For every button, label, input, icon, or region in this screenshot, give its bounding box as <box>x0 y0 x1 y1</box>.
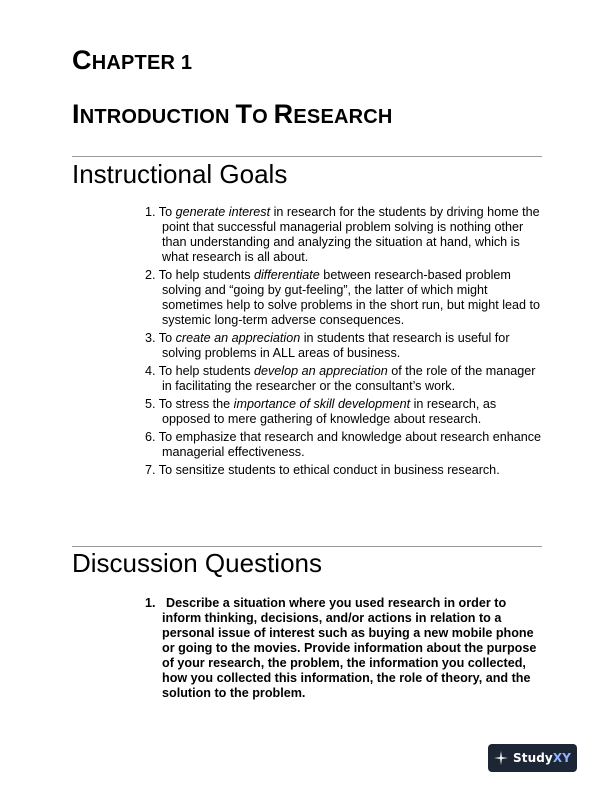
question-number: 1. <box>145 596 156 610</box>
title-word3-rest: ESEARCH <box>293 106 393 128</box>
goal-text: between research-based problem solving and “going by gut-feeling”, the latter of which might sometimes help to solve problems in the short run, but might lead to systemic long-term adverse consequences. <box>162 268 541 327</box>
goal-emphasis: develop an appreciation <box>254 364 388 378</box>
goal-emphasis: importance of skill development <box>233 397 411 411</box>
discussion-questions-heading: Discussion Questions <box>72 548 322 578</box>
goal-item <box>145 463 545 478</box>
goal-text: 2. To help students <box>145 268 254 282</box>
title-word1-initial: I <box>72 99 80 129</box>
goal-text: 6. To emphasize that research and knowledge about research enhance managerial effectiveness. <box>145 430 542 459</box>
section-divider <box>72 156 542 157</box>
goal-item <box>145 205 545 265</box>
goal-emphasis: create an appreciation <box>175 331 301 345</box>
plus-star-icon <box>494 751 508 765</box>
title-word1-rest: NTRODUCTION <box>79 106 230 128</box>
discussion-questions-list <box>145 596 545 701</box>
goal-text: in research for the students by driving home the point that successful managerial problem solving is nothing other than understanding and analyzing the situation at hand, which is what research is all about. <box>162 205 540 264</box>
chapter-title <box>72 100 393 130</box>
goal-text: 7. To sensitize students to ethical conduct in business research. <box>145 463 500 477</box>
logo-wordmark <box>513 751 571 765</box>
title-word2-rest: O <box>252 106 268 128</box>
goal-item <box>145 430 545 460</box>
question-text: Describe a situation where you used research in order to inform thinking, decisions, and/or actions in relation to a personal issue of interest such as buying a new mobile phone or going to the movies. Provide information about the purpose of your research, the problem, the information you collected, how you collected this information, the role of theory, and the solution to the problem. <box>162 596 537 700</box>
logo-name-accent: XY <box>552 751 571 765</box>
goal-emphasis: generate interest <box>175 205 271 219</box>
goal-item <box>145 268 545 328</box>
question-item <box>145 596 545 701</box>
studyxy-logo <box>488 744 577 772</box>
goal-text: in students that research is useful for solving problems in ALL areas of business. <box>162 331 510 360</box>
title-word2-initial: T <box>235 99 253 129</box>
goal-text: 1. To <box>145 205 176 219</box>
goal-item <box>145 331 545 361</box>
section-divider <box>72 546 542 547</box>
chapter-number-initial: C <box>72 45 92 75</box>
instructional-goals-list <box>145 205 545 481</box>
chapter-number-rest: HAPTER 1 <box>91 52 193 74</box>
goal-text: 4. To help students <box>145 364 254 378</box>
goal-text: 3. To <box>145 331 176 345</box>
goal-item <box>145 364 545 394</box>
goal-text: in research, as opposed to mere gathering of knowledge about research. <box>162 397 497 426</box>
goal-emphasis: differentiate <box>254 268 320 282</box>
goal-text: of the role of the manager in facilitating the researcher or the consultant’s work. <box>162 364 536 393</box>
instructional-goals-heading: Instructional Goals <box>72 159 288 189</box>
title-word3-initial: R <box>273 99 294 129</box>
logo-name-main: Study <box>513 751 553 765</box>
goal-text: 5. To stress the <box>145 397 234 411</box>
goal-item <box>145 397 545 427</box>
chapter-number <box>72 46 192 76</box>
